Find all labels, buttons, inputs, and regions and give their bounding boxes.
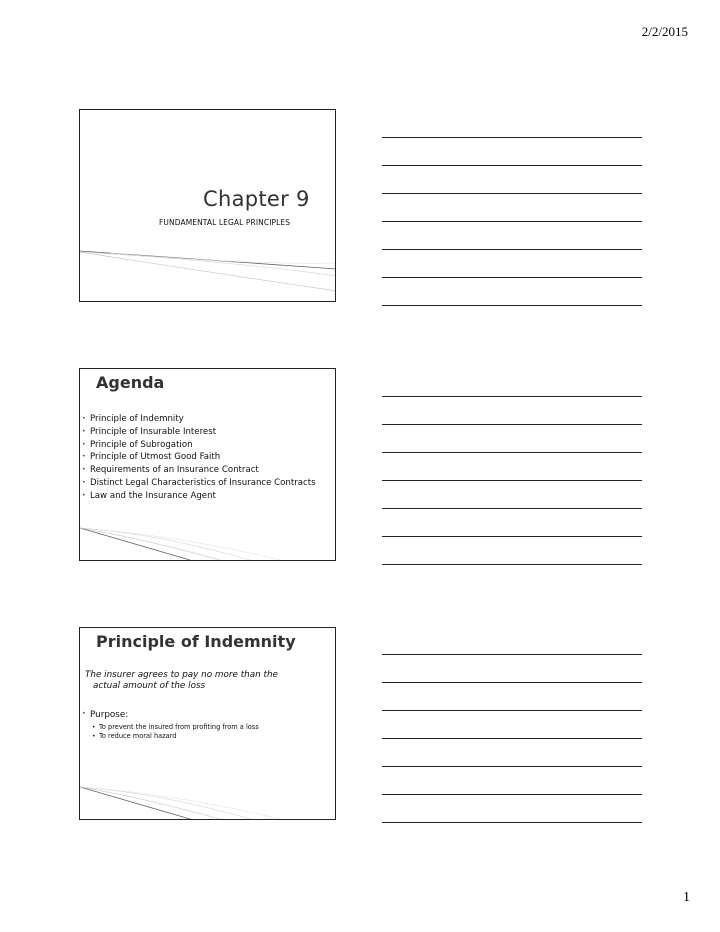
list-item: • Principle of Utmost Good Faith [80, 451, 320, 464]
note-line [382, 682, 642, 683]
note-line [382, 221, 642, 222]
list-item: • To reduce moral hazard [92, 732, 259, 741]
slide-chapter-title [79, 109, 336, 302]
note-line [382, 710, 642, 711]
note-line [382, 822, 642, 823]
note-line [382, 480, 642, 481]
note-line [382, 564, 642, 565]
note-line [382, 766, 642, 767]
indemnity-definition [85, 670, 315, 692]
note-line [382, 508, 642, 509]
note-line [382, 249, 642, 250]
note-line [382, 794, 642, 795]
definition-line: actual amount of the loss [93, 681, 206, 691]
list-item: • Principle of Insurable Interest [80, 426, 320, 439]
note-line [382, 305, 642, 306]
note-line [382, 165, 642, 166]
slide-title: Agenda [96, 373, 165, 392]
note-line [382, 277, 642, 278]
list-item: • Distinct Legal Characteristics of Insurance Contracts [80, 477, 320, 490]
page-date: 2/2/2015 [641, 24, 688, 39]
slide-swoosh-decoration [80, 779, 336, 819]
slide-swoosh-decoration [80, 241, 336, 301]
list-item: • Principle of Subrogation [80, 439, 320, 452]
note-line [382, 137, 642, 138]
list-item: • Requirements of an Insurance Contract [80, 464, 320, 477]
note-line [382, 424, 642, 425]
slide-title: Chapter 9 [203, 187, 310, 211]
purpose-list [92, 723, 259, 742]
slide-subtitle: FUNDAMENTAL LEGAL PRINCIPLES [159, 218, 291, 227]
note-line [382, 536, 642, 537]
page-number: 1 [683, 890, 690, 905]
purpose-label: • Purpose: [80, 710, 128, 720]
slide-title: Principle of Indemnity [96, 632, 296, 651]
slide-agenda [79, 368, 336, 561]
agenda-list [80, 413, 320, 503]
slide-principle-of-indemnity [79, 627, 336, 820]
list-item: • To prevent the insured from profiting from a loss [92, 723, 259, 732]
slide-swoosh-decoration [80, 520, 336, 560]
note-line [382, 193, 642, 194]
note-line [382, 452, 642, 453]
list-item: • Law and the Insurance Agent [80, 490, 320, 503]
note-line [382, 654, 642, 655]
note-line [382, 738, 642, 739]
definition-line: The insurer agrees to pay no more than the [85, 670, 278, 680]
note-line [382, 396, 642, 397]
list-item: • Principle of Indemnity [80, 413, 320, 426]
